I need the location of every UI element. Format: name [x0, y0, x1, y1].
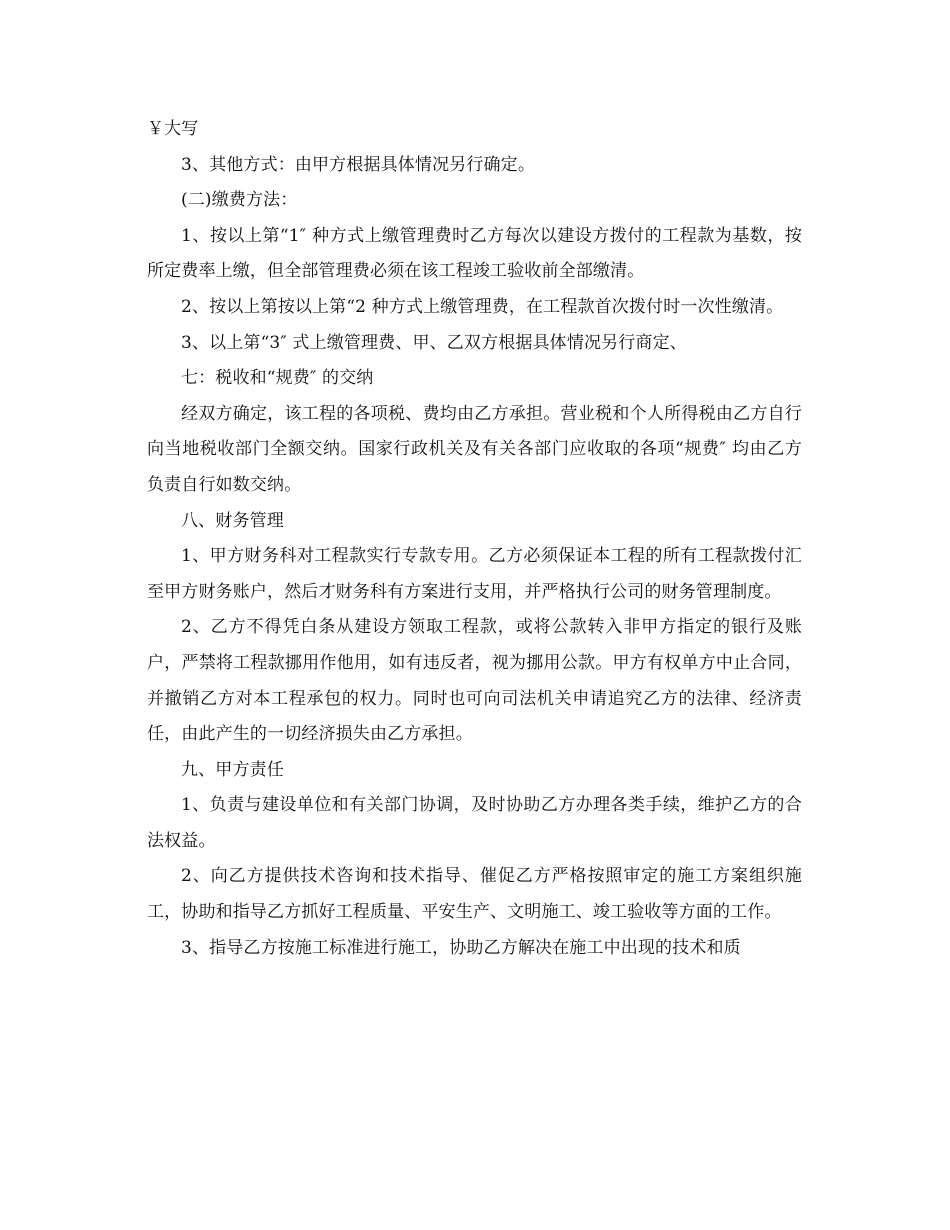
- paragraph-amount-in-words: ￥大写: [147, 119, 199, 139]
- paragraph-financial-management-2: 2、乙方不得凭白条从建设方领取工程款，或将公款转入非甲方指定的银行及账户，严禁将工程款挪用作他用，如有违反者，视为挪用公款。甲方有权单方中止合同，并撤销乙方对本工程承包的权力。同时也可向司法机关申请追究乙方的法律、经济责任，由此产生的一切经济损失由乙方承担。: [147, 617, 802, 745]
- section-heading-financial-management: 八、财务管理: [181, 510, 284, 531]
- paragraph-party-a-responsibility-2: 2、向乙方提供技术咨询和技术指导、催促乙方严格按照审定的施工方案组织施工，协助和指导乙方抓好工程质量、平安生产、文明施工、竣工验收等方面的工作。: [147, 866, 802, 923]
- section-heading-party-a-responsibilities: 九、甲方责任: [181, 759, 284, 780]
- paragraph-payment-method-3: 3、以上第“3″ 式上缴管理费、甲、乙双方根据具体情况另行商定、: [181, 332, 687, 353]
- paragraph-party-a-responsibility-3: 3、指导乙方按施工标准进行施工，协助乙方解决在施工中出现的技术和质: [181, 937, 741, 958]
- paragraph-party-a-responsibility-1: 1、负责与建设单位和有关部门协调，及时协助乙方办理各类手续，维护乙方的合法权益。: [147, 795, 802, 851]
- section-heading-taxes-fees: 七：税收和“规费″ 的交纳: [181, 368, 374, 389]
- paragraph-other-methods: 3、其他方式：由甲方根据具体情况另行确定。: [181, 154, 535, 175]
- paragraph-taxes-fees: 经双方确定，该工程的各项税、费均由乙方承担。营业税和个人所得税由乙方自行向当地税收部门全额交纳。国家行政机关及有关各部门应收取的各项“规费″ 均由乙方负责自行如数交纳。: [147, 403, 802, 495]
- document-body: [147, 112, 802, 966]
- section-heading-payment-method: (二)缴费方法：: [181, 190, 298, 211]
- paragraph-payment-method-1: 1、按以上第“1″ 种方式上缴管理费时乙方每次以建设方拨付的工程款为基数，按所定费率上缴，但全部管理费必须在该工程竣工验收前全部缴清。: [147, 225, 802, 282]
- paragraph-payment-method-2: 2、按以上第按以上第“2 种方式上缴管理费，在工程款首次拨付时一次性缴清。: [181, 296, 784, 317]
- paragraph-financial-management-1: 1、甲方财务科对工程款实行专款专用。乙方必须保证本工程的所有工程款拨付汇至甲方财务账户，然后才财务科有方案进行支用，并严格执行公司的财务管理制度。: [147, 546, 802, 602]
